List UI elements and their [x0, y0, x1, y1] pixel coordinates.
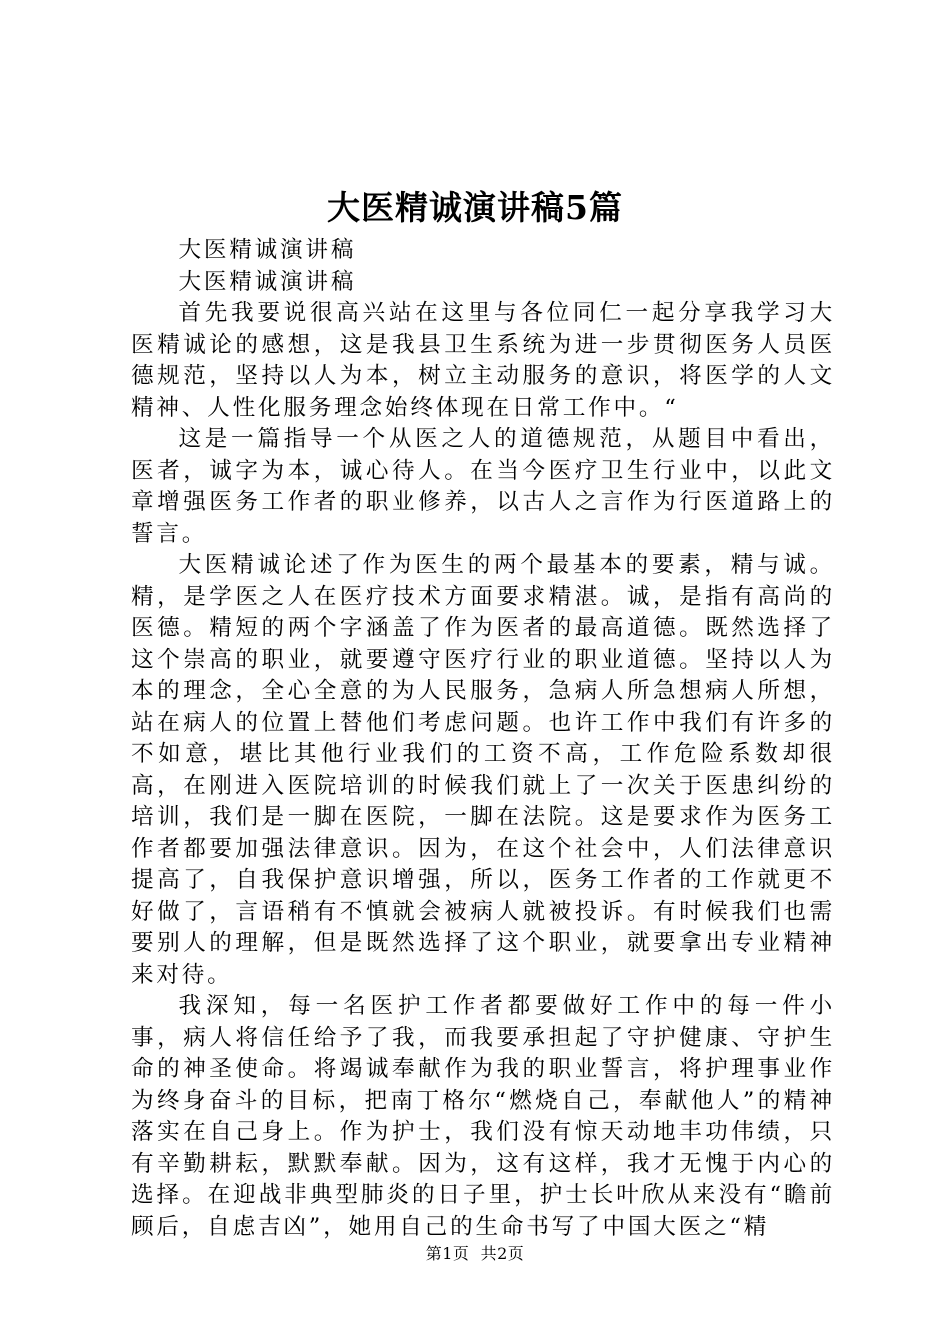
page-total: 共2页	[480, 1244, 525, 1263]
paragraph: 我深知，每一名医护工作者都要做好工作中的每一件小事，病人将信任给予了我，而我要承担起了守护健康、守护生命的神圣使命。将竭诚奉献作为我的职业誓言，将护理事业作为终身奋斗的目标，把南丁格尔“燃烧自己，奉献他人”的精神落实在自己身上。作为护士，我们没有惊天动地丰功伟绩，只有辛勤耕耘，默默奉献。因为，这有这样，我才无愧于内心的选择。在迎战非典型肺炎的日子里，护士长叶欣从来没有“瞻前顾后，自虑吉凶”，她用自己的生命书写了中国大医之“精	[131, 993, 835, 1240]
page-footer	[0, 1242, 950, 1266]
page-number: 第1页	[425, 1244, 470, 1263]
paragraph: 首先我要说很高兴站在这里与各位同仁一起分享我学习大医精诚论的感想，这是我县卫生系统为进一步贯彻医务人员医德规范，坚持以人为本，树立主动服务的意识，将医学的人文精神、人性化服务理念始终体现在日常工作中。“	[131, 300, 835, 421]
paragraph: 大医精诚论述了作为医生的两个最基本的要素，精与诚。精，是学医之人在医疗技术方面要求精湛。诚，是指有高尚的医德。精短的两个字涵盖了作为医者的最高道德。既然选择了这个崇高的职业，就要遵守医疗行业的职业道德。坚持以人为本的理念，全心全意的为人民服务，急病人所急想病人所想，站在病人的位置上替他们考虑问题。也许工作中我们有许多的不如意，堪比其他行业我们的工资不高，工作危险系数却很高，在刚进入医院培训的时候我们就上了一次关于医患纠纷的培训，我们是一脚在医院，一脚在法院。这是要求作为医务工作者都要加强法律意识。因为，在这个社会中，人们法律意识提高了，自我保护意识增强，所以，医务工作者的工作就更不好做了，言语稍有不慎就会被病人就被投诉。有时候我们也需要别人的理解，但是既然选择了这个职业，就要拿出专业精神来对待。	[131, 552, 835, 988]
paragraph: 这是一篇指导一个从医之人的道德规范，从题目中看出，医者，诚字为本，诚心待人。在当今医疗卫生行业中，以此文章增强医务工作者的职业修养，以古人之言作为行医道路上的誓言。	[131, 426, 835, 547]
paragraph: 大医精诚演讲稿	[178, 237, 357, 263]
paragraph: 大医精诚演讲稿	[178, 268, 357, 295]
document-title: 大医精诚演讲稿5篇	[327, 188, 623, 227]
document-body	[131, 235, 835, 1243]
